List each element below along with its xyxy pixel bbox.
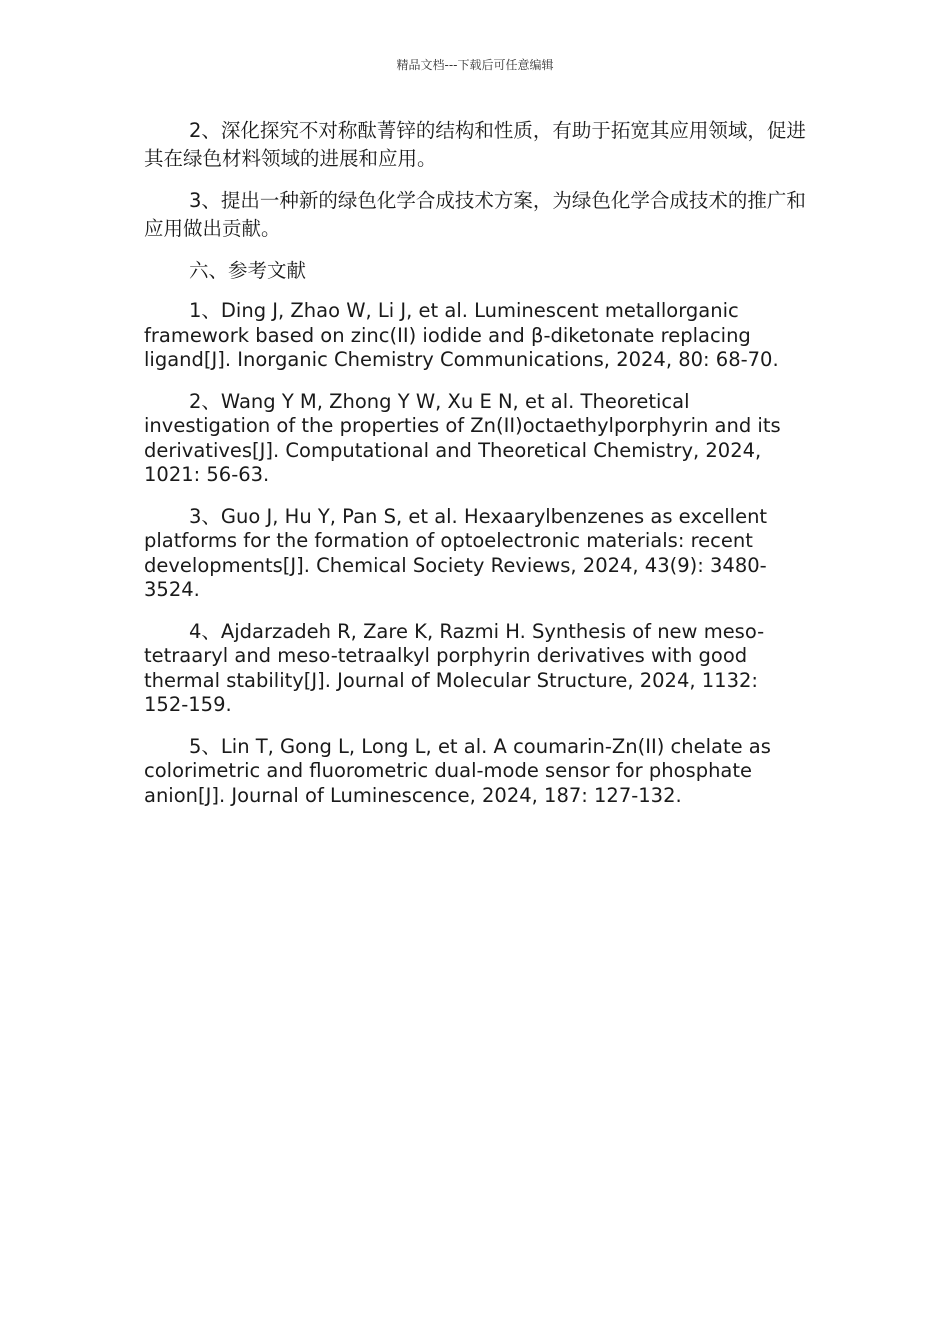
references-heading: 六、参考文献 [189, 259, 307, 282]
document-body [144, 117, 808, 825]
page-header-watermark: 精品文档---下载后可任意编辑 [396, 58, 554, 72]
outcome-paragraph-2: 2、深化探究不对称酞菁锌的结构和性质，有助于拓宽其应用领域，促进其在绿色材料领域的进展和应用。 [144, 119, 806, 170]
reference-item-3: 3、Guo J, Hu Y, Pan S, et al. Hexaarylbenzenes as excellent platforms for the formation of optoelectronic materials: recent developments[J]. Chemical Society Reviews, 2024, 43(9): 3480-3524. [144, 504, 768, 601]
reference-item-5: 5、Lin T, Gong L, Long L, et al. A coumarin-Zn(II) chelate as colorimetric and fluorometric dual-mode sensor for phosphate anion[J]. Journal of Luminescence, 2024, 187: 127-132. [144, 734, 771, 807]
reference-item-4: 4、Ajdarzadeh R, Zare K, Razmi H. Synthesis of new meso-tetraaryl and meso-tetraalkyl porphyrin derivatives with good thermal stability[J]. Journal of Molecular Structure, 2024, 1132: 152-159. [144, 619, 765, 716]
reference-item-1: 1、Ding J, Zhao W, Li J, et al. Luminescent metallorganic framework based on zinc(II) iodide and β-diketonate replacing ligand[J]. Inorganic Chemistry Communications, 2024, 80: 68-70. [144, 299, 779, 371]
outcome-paragraph-3: 3、提出一种新的绿色化学合成技术方案，为绿色化学合成技术的推广和应用做出贡献。 [144, 189, 806, 240]
reference-item-2: 2、Wang Y M, Zhong Y W, Xu E N, et al. Theoretical investigation of the properties of Zn(II)octaethylporphyrin and its derivatives[J]. Computational and Theoretical Chemistry, 2024, 1021: 56-63. [144, 389, 781, 486]
